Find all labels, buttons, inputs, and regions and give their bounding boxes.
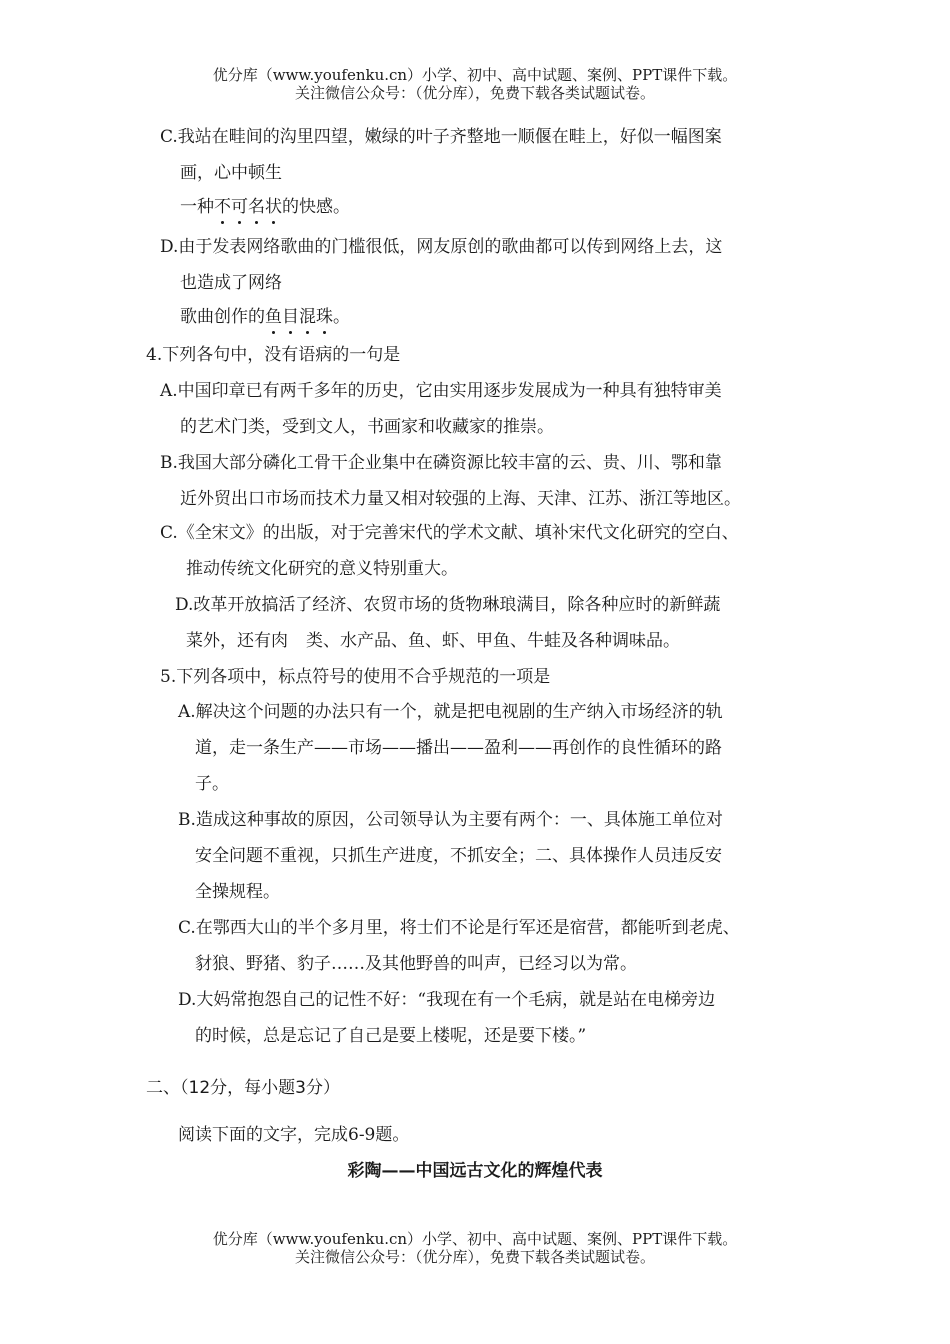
text: 一种 (180, 197, 214, 217)
q5-option-d-line-1: D.大妈常抱怨自己的记性不好：“我现在有一个毛病，就是站在电梯旁边 (178, 990, 716, 1010)
emphasis-char: 状 (265, 197, 282, 217)
q3-option-d-line-3 (180, 306, 350, 328)
q4-option-b-line-1: B.我国大部分磷化工骨干企业集中在磷资源比较丰富的云、贵、川、鄂和靠 (160, 453, 722, 473)
q5-option-a-line-3: 子。 (195, 774, 229, 794)
q5-option-c-line-1: C.在鄂西大山的半个多月里，将士们不论是行军还是宿营，都能听到老虎、 (178, 918, 740, 938)
article-title: 彩陶——中国远古文化的辉煌代表 (347, 1161, 603, 1181)
q3-option-d-line-1: D.由于发表网络歌曲的门槛很低，网友原创的歌曲都可以传到网络上去，这 (160, 237, 723, 257)
section-heading: 二、（12分，每小题3分） (146, 1078, 340, 1098)
q4-option-b-line-2: 近外贸出口市场而技术力量又相对较强的上海、天津、江苏、浙江等地区。 (180, 489, 741, 509)
text: 歌曲创作的 (180, 307, 265, 327)
emphasis-char: 目 (282, 307, 299, 327)
q5-option-b-line-1: B.造成这种事故的原因，公司领导认为主要有两个：一、具体施工单位对 (178, 810, 723, 830)
q4-option-a-line-1: A.中国印章已有两千多年的历史，它由实用逐步发展成为一种具有独特审美 (160, 381, 722, 401)
q5-option-a-line-1: A.解决这个问题的办法只有一个，就是把电视剧的生产纳入市场经济的轨 (178, 702, 723, 722)
q5-option-a-line-2: 道，走一条生产——市场——播出——盈利——再创作的良性循环的路 (195, 738, 722, 758)
q4-stem: 4.下列各句中，没有语病的一句是 (146, 345, 401, 365)
page-footer-line-1: 优分库（www.youfenku.cn）小学、初中、高中试题、案例、PPT课件下载。 (212, 1230, 738, 1248)
emphasis-char: 混 (299, 307, 316, 327)
q3-option-d-line-2: 也造成了网络 (180, 273, 282, 293)
q3-option-c-line-1: C.我站在畦间的沟里四望，嫩绿的叶子齐整地一顺偃在畦上，好似一幅图案 (160, 127, 722, 147)
page-footer-line-2: 关注微信公众号：（优分库），免费下载各类试题试卷。 (294, 1248, 655, 1266)
text: 菜外，还有肉 (186, 631, 288, 651)
q4-option-d-line-2 (186, 630, 680, 652)
q5-stem: 5.下列各项中，标点符号的使用不合乎规范的一项是 (160, 667, 551, 687)
q4-option-d-line-1: D.改革开放搞活了经济、农贸市场的货物琳琅满目，除各种应时的新鲜蔬 (175, 595, 721, 615)
page-header-line-2: 关注微信公众号：（优分库），免费下载各类试题试卷。 (294, 84, 655, 102)
text: 的快感。 (282, 197, 350, 217)
emphasis-char: 鱼 (265, 307, 282, 327)
emphasis-char: 珠 (316, 307, 333, 327)
q5-option-b-line-2: 安全问题不重视，只抓生产进度，不抓安全；二、具体操作人员违反安 (195, 846, 722, 866)
q4-option-c-line-2: 推动传统文化研究的意义特别重大。 (186, 559, 458, 579)
q3-option-c-line-3 (180, 196, 350, 218)
q5-option-b-line-3: 全操规程。 (195, 882, 280, 902)
emphasis-char: 可 (231, 197, 248, 217)
q5-option-c-line-2: 豺狼、野猪、豹子……及其他野兽的叫声，已经习以为常。 (195, 954, 637, 974)
q5-option-d-line-2: 的时候，总是忘记了自己是要上楼呢，还是要下楼。” (195, 1026, 587, 1046)
emphasis-char: 不 (214, 197, 231, 217)
text: 。 (333, 307, 350, 327)
text: 类、水产品、鱼、虾、甲鱼、牛蛙及各种调味品。 (306, 631, 680, 651)
emphasis-char: 名 (248, 197, 265, 217)
q3-option-c-line-2: 画，心中顿生 (180, 163, 282, 183)
q4-option-a-line-2: 的艺术门类，受到文人，书画家和收藏家的推崇。 (180, 417, 554, 437)
reading-instruction: 阅读下面的文字，完成6-9题。 (178, 1125, 410, 1145)
page-header-line-1: 优分库（www.youfenku.cn）小学、初中、高中试题、案例、PPT课件下载。 (212, 66, 738, 84)
q4-option-c-line-1: C.《全宋文》的出版，对于完善宋代的学术文献、填补宋代文化研究的空白、 (160, 523, 739, 543)
